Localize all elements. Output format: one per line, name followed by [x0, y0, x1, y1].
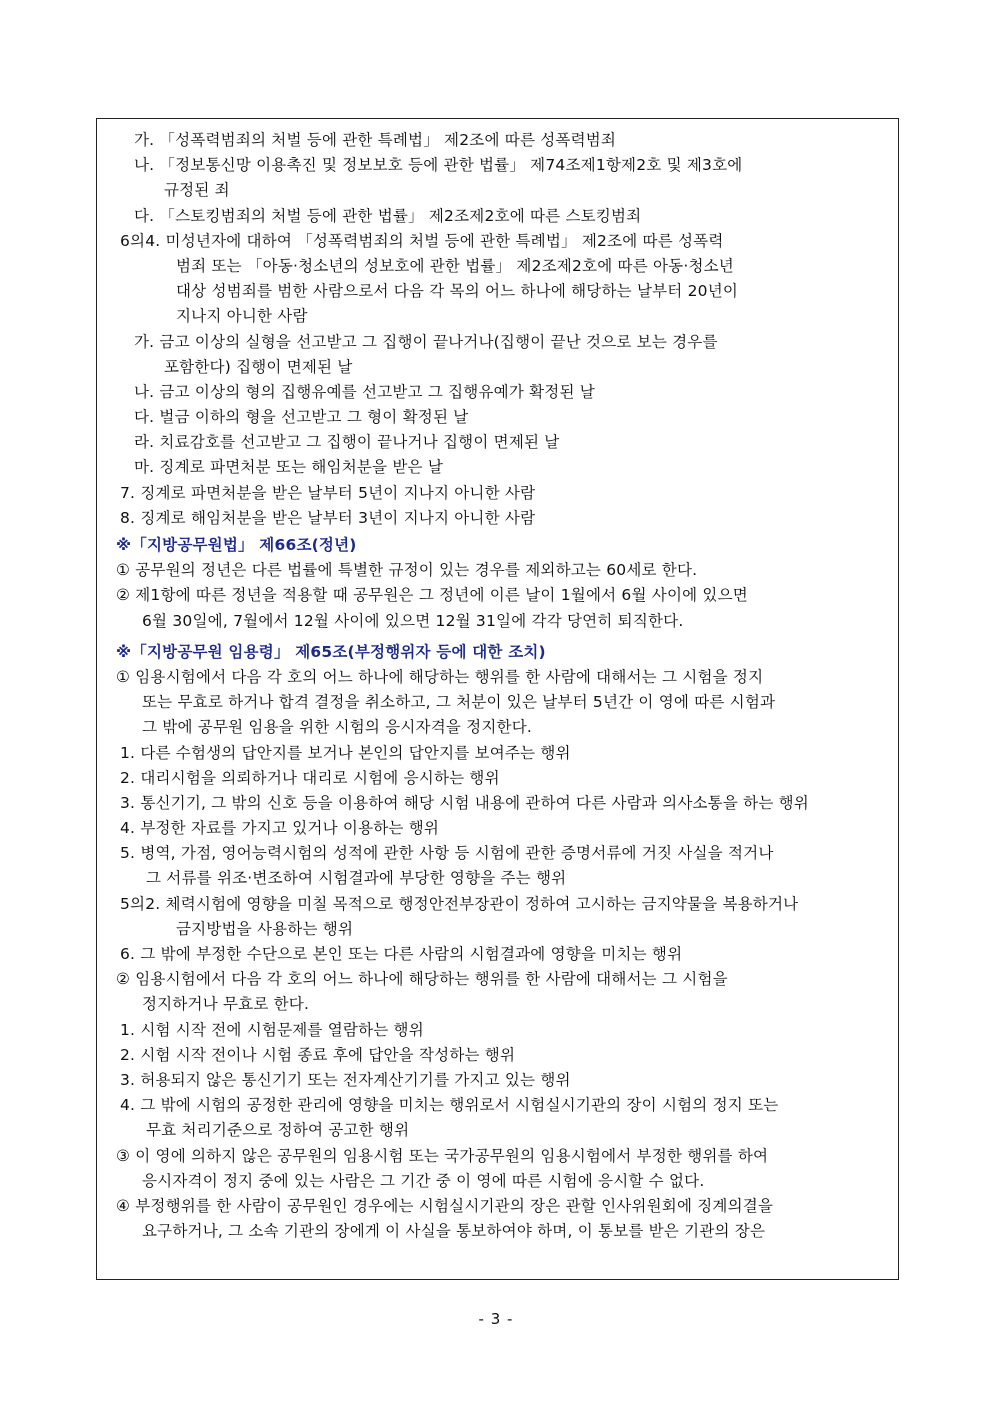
text-line: 1. 다른 수험생의 답안지를 보거나 본인의 답안지를 보여주는 행위 — [120, 743, 571, 762]
text-line: 3. 통신기기, 그 밖의 신호 등을 이용하여 해당 시험 내용에 관하여 다른 사람과 의사소통을 하는 행위 — [120, 793, 809, 812]
text-line: 8. 징계로 해임처분을 받은 날부터 3년이 지나지 아니한 사람 — [120, 508, 536, 527]
text-line: 요구하거나, 그 소속 기관의 장에게 이 사실을 통보하여야 하며, 이 통보를 받은 기관의 장은 — [142, 1222, 766, 1241]
document-body — [116, 128, 886, 1244]
text-line: 무효 처리기준으로 정하여 공고한 행위 — [146, 1121, 410, 1140]
text-line: 가. 「성폭력범죄의 처벌 등에 관한 특례법」 제2조에 따른 성폭력범죄 — [134, 131, 617, 149]
text-line: 그 서류를 위조·변조하여 시험결과에 부당한 영향을 주는 행위 — [146, 869, 567, 888]
text-line: ① 공무원의 정년은 다른 법률에 특별한 규정이 있는 경우를 제외하고는 60세로 한다. — [116, 561, 698, 580]
text-line: 나. 「정보통신망 이용촉진 및 정보보호 등에 관한 법률」 제74조제1항제2호 및 제3호에 — [134, 156, 743, 175]
text-line: ② 임용시험에서 다음 각 호의 어느 하나에 해당하는 행위를 한 사람에 대해서는 그 시험을 — [116, 970, 728, 989]
text-line: 그 밖에 공무원 임용을 위한 시험의 응시자격을 정지한다. — [142, 718, 532, 737]
text-line: 범죄 또는 「아동·청소년의 성보호에 관한 법률」 제2조제2호에 따른 아동·청소년 — [176, 256, 734, 275]
text-line: 6월 30일에, 7월에서 12월 사이에 있으면 12월 31일에 각각 당연히 퇴직한다. — [142, 611, 684, 630]
text-line: 4. 그 밖에 시험의 공정한 관리에 영향을 미치는 행위로서 시험실시기관의 장이 시험의 정지 또는 — [120, 1096, 779, 1115]
text-line: 5의2. 체력시험에 영향을 미칠 목적으로 행정안전부장관이 정하여 고시하는 금지약물을 복용하거나 — [120, 894, 799, 913]
section-heading-retirement: ※「지방공무원법」 제66조(정년) — [116, 536, 357, 554]
text-line: 5. 병역, 가점, 영어능력시험의 성적에 관한 사항 등 시험에 관한 증명서류에 거짓 사실을 적거나 — [120, 844, 774, 863]
text-line: ① 임용시험에서 다음 각 호의 어느 하나에 해당하는 행위를 한 사람에 대해서는 그 시험을 정지 — [116, 667, 764, 686]
text-line: 7. 징계로 파면처분을 받은 날부터 5년이 지나지 아니한 사람 — [120, 483, 536, 502]
text-line: 마. 징계로 파면처분 또는 해임처분을 받은 날 — [134, 458, 444, 477]
text-line: 포함한다) 집행이 면제된 날 — [164, 357, 353, 376]
text-line: 다. 벌금 이하의 형을 선고받고 그 형이 확정된 날 — [134, 408, 469, 427]
text-line: 1. 시험 시작 전에 시험문제를 열람하는 행위 — [120, 1020, 424, 1039]
section-heading-misconduct: ※「지방공무원 임용령」 제65조(부정행위자 등에 대한 조치) — [116, 642, 546, 661]
text-line: 또는 무효로 하거나 합격 결정을 취소하고, 그 처분이 있은 날부터 5년간 이 영에 따른 시험과 — [142, 693, 776, 712]
text-line: 가. 금고 이상의 실형을 선고받고 그 집행이 끝나거나(집행이 끝난 것으로 보는 경우를 — [134, 332, 718, 351]
text-line: 6의4. 미성년자에 대하여 「성폭력범죄의 처벌 등에 관한 특례법」 제2조에 따른 성폭력 — [120, 231, 724, 250]
text-line: 나. 금고 이상의 형의 집행유예를 선고받고 그 집행유예가 확정된 날 — [134, 382, 595, 401]
section-misconduct-body — [116, 665, 886, 1244]
text-line: 4. 부정한 자료를 가지고 있거나 이용하는 행위 — [120, 819, 440, 838]
text-line: 대상 성범죄를 범한 사람으로서 다음 각 목의 어느 하나에 해당하는 날부터 20년이 — [176, 282, 739, 301]
text-line: 2. 시험 시작 전이나 시험 종료 후에 답안을 작성하는 행위 — [120, 1045, 516, 1064]
text-line: ② 제1항에 따른 정년을 적용할 때 공무원은 그 정년에 이른 날이 1월에서 6월 사이에 있으면 — [116, 586, 748, 605]
text-line: 응시자격이 정지 중에 있는 사람은 그 기간 중 이 영에 따른 시험에 응시할 수 없다. — [142, 1171, 705, 1190]
text-line: 규정된 죄 — [164, 181, 230, 200]
text-line: 금지방법을 사용하는 행위 — [176, 919, 354, 938]
text-line: 지나지 아니한 사람 — [176, 307, 308, 326]
section-retirement-body — [116, 558, 886, 634]
text-line: ④ 부정행위를 한 사람이 공무원인 경우에는 시험실시기관의 장은 관할 인사위원회에 징계의결을 — [116, 1196, 774, 1215]
text-line: 다. 「스토킹범죄의 처벌 등에 관한 법률」 제2조제2호에 따른 스토킹범죄 — [134, 206, 642, 225]
text-line: 3. 허용되지 않은 통신기기 또는 전자계산기기를 가지고 있는 행위 — [120, 1070, 571, 1089]
text-line: ③ 이 영에 의하지 않은 공무원의 임용시험 또는 국가공무원의 임용시험에서 부정한 행위를 하여 — [116, 1146, 769, 1165]
text-line: 정지하거나 무효로 한다. — [142, 995, 310, 1014]
text-line: 2. 대리시험을 의뢰하거나 대리로 시험에 응시하는 행위 — [120, 768, 500, 787]
clause-list-top — [116, 128, 886, 531]
page-number: - 3 - — [478, 1310, 514, 1328]
text-line: 6. 그 밖에 부정한 수단으로 본인 또는 다른 사람의 시험결과에 영향을 미치는 행위 — [120, 945, 683, 963]
text-line: 라. 치료감호를 선고받고 그 집행이 끝나거나 집행이 면제된 날 — [134, 433, 560, 452]
